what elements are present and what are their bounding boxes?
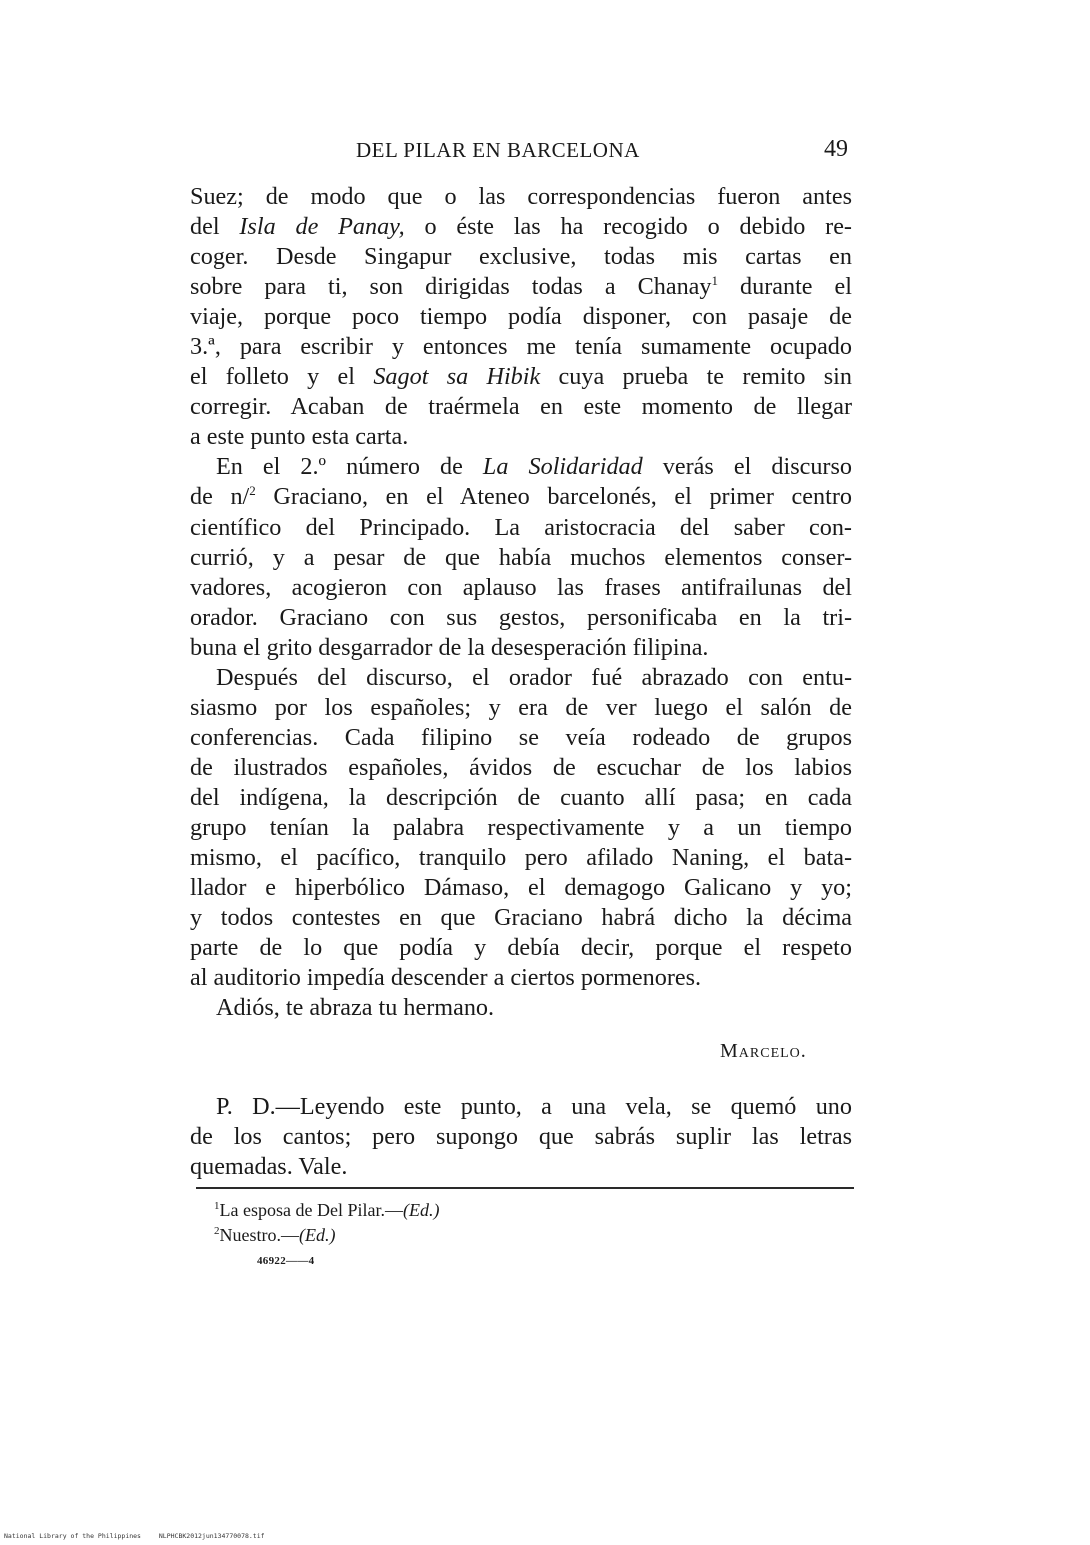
text-line: coger. Desde Singapur exclusive, todas mis cartas en [190,243,852,271]
footnotes [214,1198,439,1248]
text-line: En el 2.º número de La Solidaridad verás el discurso [216,453,852,481]
text-line: de n/$^2$ Graciano, en el Ateneo barcelonés, el primer centro [190,483,852,511]
text-line: mismo, el pacífico, tranquilo pero afilado Naning, el bata- [190,844,852,872]
text-line: conferencias. Cada filipino se veía rodeado de grupos [190,723,852,751]
text-line: al auditorio impedía descender a ciertos pormenores. [190,964,702,992]
text-line: científico del Principado. La aristocracia del saber con- [190,513,852,541]
footnote-text: Nuestro.— [219,1225,299,1245]
work-title: Sagot sa Hibik [373,363,541,391]
text-line: viaje, porque poco tiempo podía disponer, con pasaje de [190,303,852,331]
text-line: corregir. Acaban de traérmela en este momento de llegar [190,393,852,421]
footnote-2 [214,1223,439,1248]
printer-signature-mark: 46922——4 [257,1255,315,1267]
text-line: del Isla de Panay, o éste las ha recogido o debido re- [190,213,852,241]
text-line: sobre para ti, son dirigidas todas a Chanay$^1$ durante el [190,273,853,301]
text-line: de ilustrados españoles, ávidos de escuchar de los labios [190,753,852,781]
scan-caption [4,1532,279,1540]
letter-body [190,182,852,1023]
ship-name: Isla de Panay, [239,213,405,241]
paragraph-1 [190,182,852,452]
text-line: quemadas. Vale. [190,1153,348,1181]
library-credit: National Library of the Philippines [4,1532,141,1540]
postscript [190,1092,852,1182]
text-line: Adiós, te abraza tu hermano. [216,994,495,1022]
footnote-rule [196,1187,854,1189]
editor-note: (Ed.) [299,1225,336,1245]
page-number: 49 [824,136,848,162]
text-line: Suez; de modo que o las correspondencias fueron antes [190,183,852,210]
text-line: siasmo por los españoles; y era de ver luego el salón de [190,693,852,721]
footnote-ref-1: 1 [711,273,718,289]
text-line: P. D.—Leyendo este punto, a una vela, se quemó uno [216,1093,852,1120]
footnote-ref-2: 2 [249,483,256,499]
footnote-marker: 1 [214,1200,220,1212]
text-line: y todos contestes en que Graciano habrá dicho la décima [190,904,852,932]
text-line: a este punto esta carta. [190,423,409,451]
running-title: DEL PILAR EN BARCELONA [356,138,640,162]
footnote-text: La esposa de Del Pilar.— [219,1200,403,1220]
text-line: llador e hiperbólico Dámaso, el demagogo Galicano y yo; [190,874,852,902]
text-line: grupo tenían la palabra respectivamente y a un tiempo [190,813,852,841]
running-head [190,138,850,170]
periodical-title: La Solidaridad [482,453,643,481]
closing-line [190,993,852,1023]
text-line: del indígena, la descripción de cuanto allí pasa; en cada [190,783,852,811]
signature: Marcelo. [720,1040,807,1062]
text-line: orador. Graciano con sus gestos, personificaba en la tri- [190,603,852,631]
text-line: el folleto y el Sagot sa Hibik cuya prueba te remito sin [190,363,852,391]
text-line: vadores, acogieron con aplauso las frases antifrailunas del [190,573,852,601]
text-line: buna el grito desgarrador de la desesperación filipina. [190,633,709,661]
scan-file-id: NLPHCBK2012jun134770078.tif [158,1532,265,1540]
text-line: de los cantos; pero supongo que sabrás suplir las letras [190,1123,852,1151]
text-line: parte de lo que podía y debía decir, porque el respeto [190,934,852,962]
editor-note: (Ed.) [402,1200,440,1220]
text-line: 3.ª, para escribir y entonces me tenía sumamente ocupado [190,333,852,361]
text-line: Después del discurso, el orador fué abrazado con entu- [216,663,852,691]
paragraph-3 [190,663,852,994]
paragraph-2 [190,452,852,662]
footnote-1 [214,1198,439,1223]
footnote-marker: 2 [214,1225,220,1237]
text-line: currió, y a pesar de que había muchos elementos conser- [190,543,852,571]
